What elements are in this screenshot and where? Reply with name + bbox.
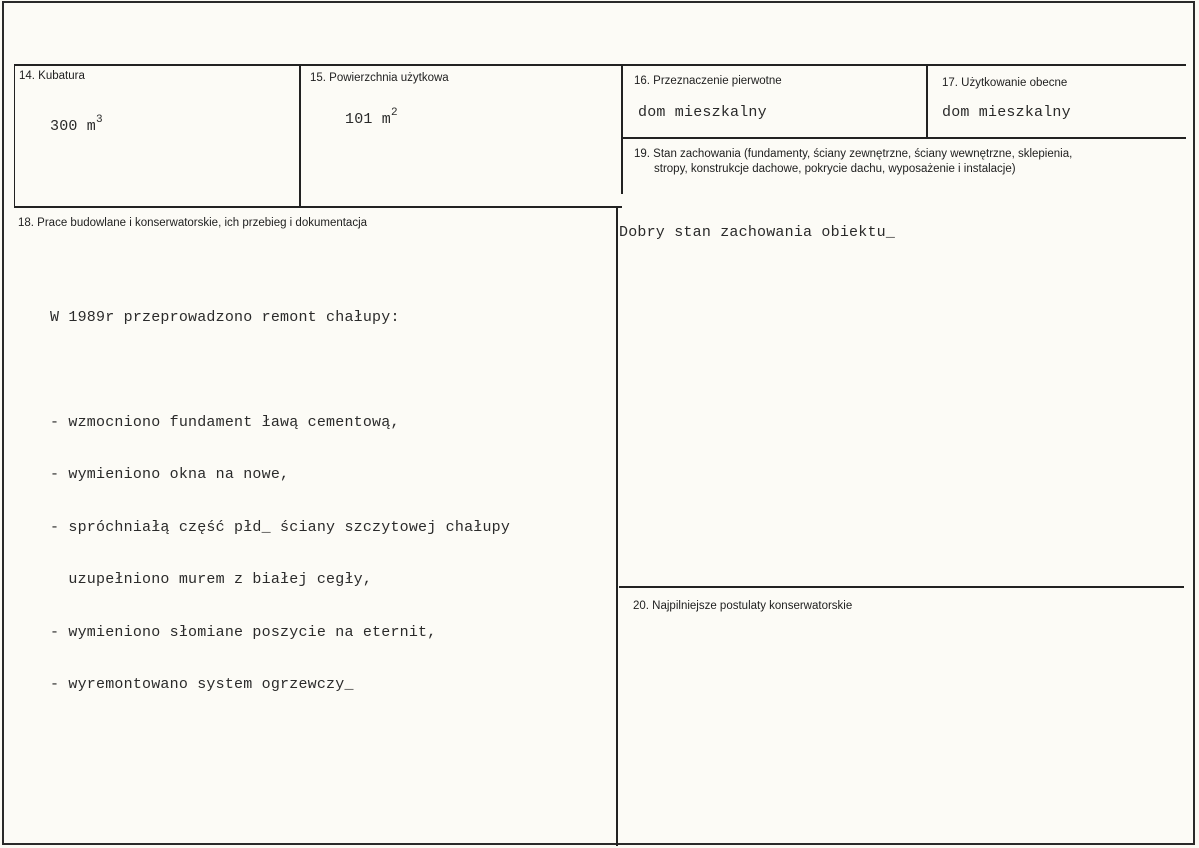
powierzchnia-exponent: 2 (391, 107, 398, 119)
postulaty-label: 20. Najpilniejsze postulaty konserwatorskie (633, 600, 853, 612)
prace-line (50, 362, 510, 379)
divider-center-lower (616, 206, 618, 846)
top-rule (14, 64, 1186, 66)
przeznaczenie-value: dom mieszkalny (638, 104, 767, 121)
kubatura-number: 300 m (50, 118, 97, 135)
kubatura-value (50, 114, 103, 135)
divider-center (621, 64, 623, 194)
rule-under-16-17 (622, 137, 1186, 139)
prace-line: - wyremontowano system ogrzewczy_ (50, 676, 354, 693)
powierzchnia-label: 15. Powierzchnia użytkowa (310, 72, 449, 84)
prace-label: 18. Prace budowlane i konserwatorskie, ich przebieg i dokumentacja (18, 217, 368, 229)
prace-line: W 1989r przeprowadzono remont chałupy: (50, 309, 400, 326)
prace-line: uzupełniono murem z białej cegły, (50, 571, 373, 588)
prace-text (50, 274, 510, 711)
powierzchnia-number: 101 m (345, 111, 392, 128)
kubatura-exponent: 3 (96, 114, 103, 126)
prace-line: - wymieniono słomiane poszycie na eternit, (50, 623, 437, 641)
divider-14-15 (299, 64, 301, 206)
powierzchnia-value (345, 107, 398, 128)
stan-label-line2: stropy, konstrukcje dachowe, pokrycie dachu, wyposażenie i instalacje) (654, 163, 1016, 175)
stan-value: Dobry stan zachowania obiektu_ (619, 224, 896, 241)
divider-16-17 (926, 66, 928, 138)
rule-under-14-15 (14, 206, 622, 208)
prace-line: - wymieniono okna na nowe, (50, 466, 290, 483)
uzytkowanie-value: dom mieszkalny (942, 104, 1071, 121)
uzytkowanie-label: 17. Użytkowanie obecne (942, 77, 1068, 89)
kubatura-label: 14. Kubatura (19, 70, 85, 82)
left-rule (14, 64, 15, 208)
prace-line: - spróchniałą część płd_ ściany szczytowej chałupy (50, 518, 511, 536)
stan-label-line1: 19. Stan zachowania (fundamenty, ściany zewnętrzne, ściany wewnętrzne, sklepienia, (634, 148, 1073, 160)
prace-line: - wzmocniono fundament ławą cementową, (50, 413, 400, 431)
rule-above-20 (619, 586, 1184, 588)
przeznaczenie-label: 16. Przeznaczenie pierwotne (634, 75, 782, 87)
